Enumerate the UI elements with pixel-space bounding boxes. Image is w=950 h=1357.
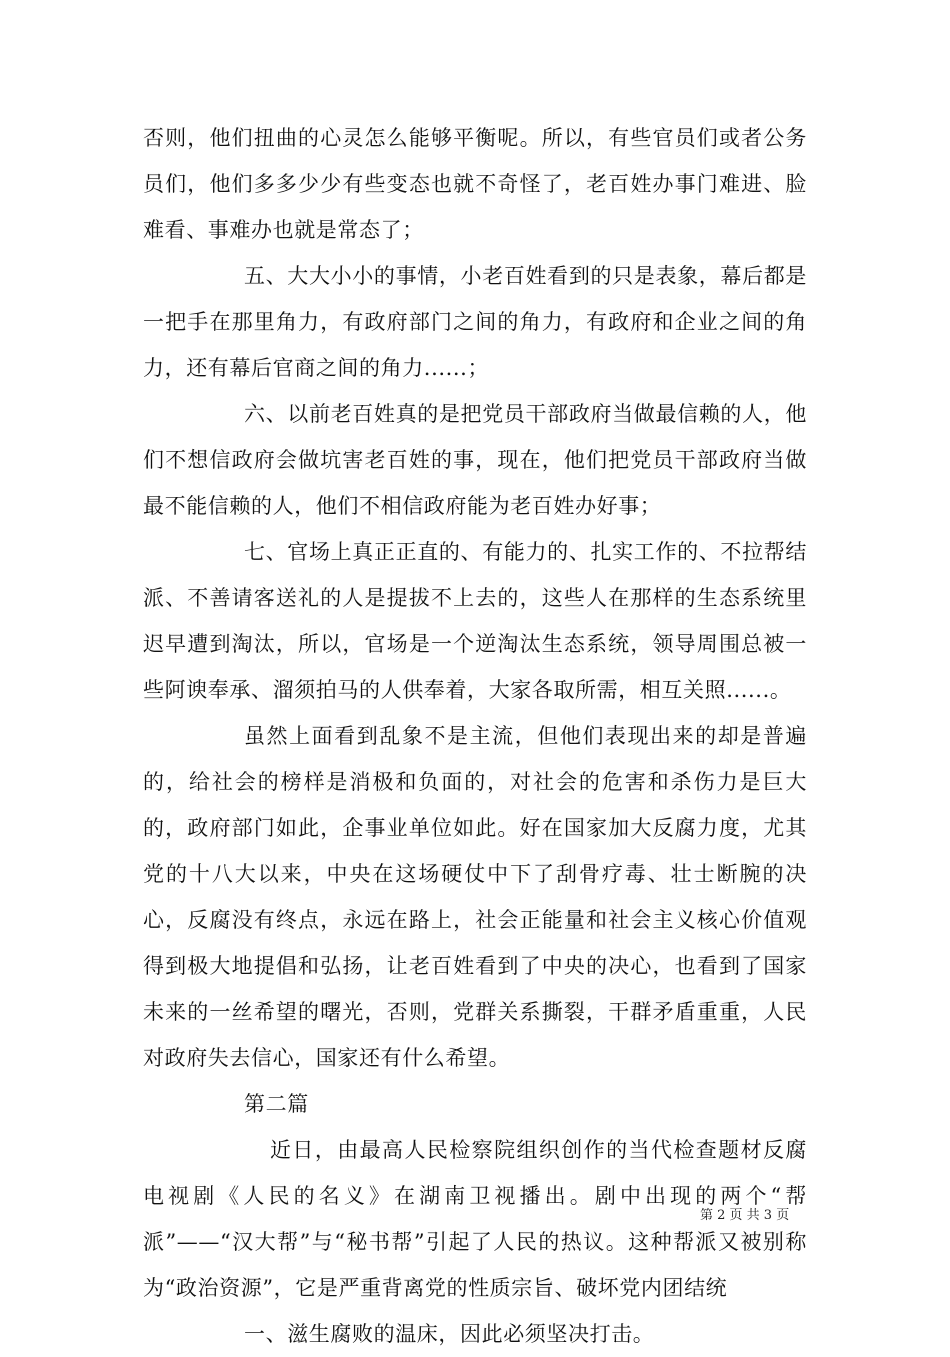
paragraph-item-six: 六、以前老百姓真的是把党员干部政府当做最信赖的人，他们不想信政府会做坑害老百姓的事，现在，他们把党员干部政府当做最不能信赖的人，他们不相信政府能为老百姓办好事；: [143, 402, 807, 518]
paragraph-second-part-intro: 近日，由最高人民检察院组织创作的当代检查题材反腐电视剧《人民的名义》在湖南卫视播出。剧中出现的两个“帮派”——“汉大帮”与“秘书帮”引起了人民的热议。这种帮派又被别称为“政治资源”，它是严重背离党的性质宗旨、破坏党内团结统: [143, 1138, 807, 1300]
section-heading: 第二篇: [244, 1092, 309, 1116]
document-body: [143, 115, 807, 1357]
page-number-footer: 第 2 页 共 3 页: [700, 1208, 790, 1223]
paragraph-point-one: 一、滋生腐败的温床，因此必须坚决打击。: [244, 1322, 655, 1346]
paragraph-item-seven: 七、官场上真正正直的、有能力的、扎实工作的、不拉帮结派、不善请客送礼的人是提拔不上去的，这些人在那样的生态系统里迟早遭到淘汰，所以，官场是一个逆淘汰生态系统，领导周围总被一些阿谀奉承、溜须拍马的人供奉着，大家各取所需，相互关照......。: [143, 540, 807, 702]
paragraph-item-five: 五、大大小小的事情，小老百姓看到的只是表象，幕后都是一把手在那里角力，有政府部门之间的角力，有政府和企业之间的角力，还有幕后官商之间的角力......；: [143, 264, 807, 380]
paragraph-summary: 虽然上面看到乱象不是主流，但他们表现出来的却是普遍的，给社会的榜样是消极和负面的，对社会的危害和杀伤力是巨大的，政府部门如此，企事业单位如此。好在国家加大反腐力度，尤其党的十八大以来，中央在这场硬仗中下了刮骨疗毒、壮士断腕的决心，反腐没有终点，永远在路上，社会正能量和社会主义核心价值观得到极大地提倡和弘扬，让老百姓看到了中央的决心，也看到了国家未来的一丝希望的曙光，否则，党群关系撕裂，干群矛盾重重，人民对政府失去信心，国家还有什么希望。: [143, 724, 807, 1070]
paragraph-continuation: 否则，他们扭曲的心灵怎么能够平衡呢。所以，有些官员们或者公务员们，他们多多少少有些变态也就不奇怪了，老百姓办事门难进、脸难看、事难办也就是常态了；: [143, 126, 807, 242]
